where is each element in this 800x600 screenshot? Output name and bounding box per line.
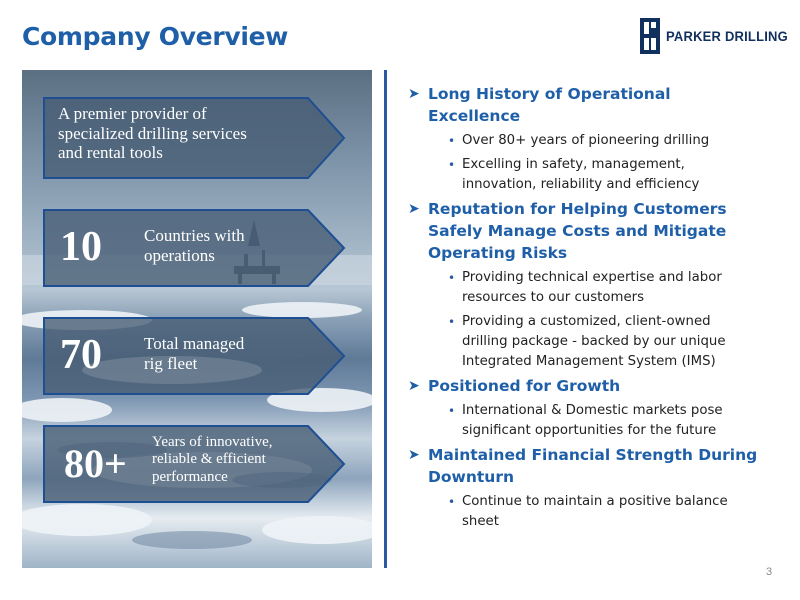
bullet-text: Continue to maintain a positive balance sheet [462,494,728,529]
bullet-icon: • [448,315,456,329]
stat-number: 10 [60,224,102,270]
section-heading-text: Long History of Operational Excellence [428,85,671,125]
list-item [448,268,758,308]
list-item [448,131,758,151]
stat-number: 70 [60,332,102,378]
stat-number: 80+ [64,441,127,486]
bullet-text: Providing a customized, client-owned drilling package - backed by our unique Integrated Management System (IMS) [462,314,726,369]
vertical-divider [384,70,387,568]
section-heading [408,444,758,488]
logo-text: PARKER DRILLING [666,28,788,44]
list-item [448,312,758,372]
section-heading-text: Positioned for Growth [428,377,621,395]
chevron-right-icon: ➤ [408,201,420,217]
list-item [448,155,758,195]
chevron-right-icon: ➤ [408,378,420,394]
bullet-icon: • [448,134,456,148]
bullet-icon: • [448,404,456,418]
page-title: Company Overview [22,22,289,51]
stat-callout-fleet [22,318,342,394]
bullet-text: Excelling in safety, management, innovation, reliability and efficiency [462,157,700,192]
stat-label: Years of innovative, reliable & efficient performance [152,434,273,485]
page-number: 3 [766,566,773,578]
chevron-right-icon: ➤ [408,447,420,463]
intro-callout [22,98,342,178]
overview-content [408,80,758,532]
section-heading-text: Maintained Financial Strength During Downturn [428,446,758,486]
bullet-text: Over 80+ years of pioneering drilling [462,133,710,148]
stat-callout-years [22,426,342,502]
bullet-icon: • [448,158,456,172]
bullet-text: Providing technical expertise and labor resources to our customers [462,270,722,305]
company-logo [640,18,788,54]
list-item [448,492,758,532]
bullet-icon: • [448,271,456,285]
chevron-right-icon: ➤ [408,86,420,102]
section-heading-text: Reputation for Helping Customers Safely Manage Costs and Mitigate Operating Risks [428,200,727,262]
bullet-text: International & Domestic markets pose significant opportunities for the future [462,403,723,438]
section-heading [408,83,758,127]
section-heading [408,375,758,397]
section-heading [408,198,758,264]
bullet-icon: • [448,495,456,509]
intro-text: A premier provider of specialized drilling services and rental tools [58,104,247,163]
parker-logo-icon [640,18,660,54]
stat-label: Countries with operations [144,226,245,265]
list-item [448,401,758,441]
stat-callout-countries [22,210,342,286]
stat-label: Total managed rig fleet [144,334,245,373]
